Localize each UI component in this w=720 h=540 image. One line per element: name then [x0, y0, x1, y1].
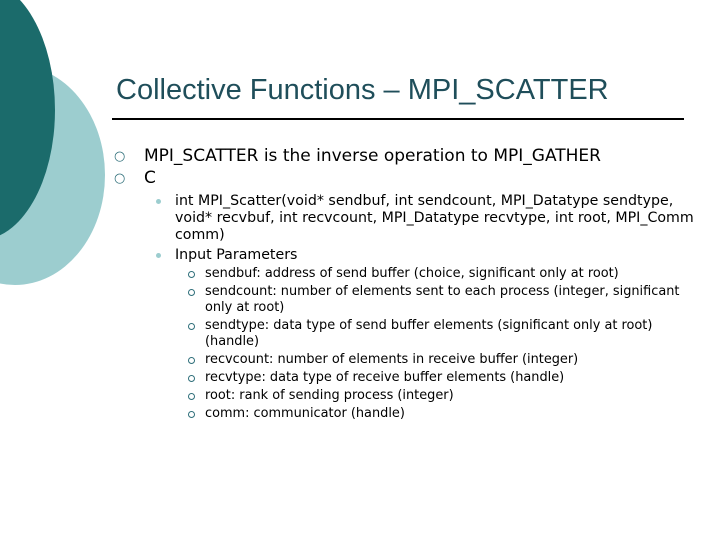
param-text: comm: communicator (handle) — [205, 406, 405, 421]
param-item — [114, 370, 694, 386]
param-text: sendcount: number of elements sent to each process (integer, significant only at root) — [205, 284, 680, 315]
ring-bullet-icon — [188, 271, 195, 278]
dot-bullet-icon — [156, 253, 161, 258]
sub-bullet-item — [114, 193, 694, 244]
sub-bullet-item — [114, 247, 694, 264]
ring-bullet-icon — [188, 357, 195, 364]
ring-bullet-icon — [188, 323, 195, 330]
ring-bullet-icon — [188, 411, 195, 418]
dot-bullet-icon — [156, 199, 161, 204]
circle-bullet-icon: ○ — [114, 149, 126, 164]
bullet-item — [114, 167, 694, 189]
param-item — [114, 318, 694, 350]
ring-bullet-icon — [188, 375, 195, 382]
title-divider — [112, 118, 684, 120]
param-text: sendtype: data type of send buffer elements (significant only at root) (handle) — [205, 318, 653, 349]
param-text: recvcount: number of elements in receive buffer (integer) — [205, 352, 579, 367]
sub-bullet-text: Input Parameters — [175, 247, 298, 263]
slide-title: Collective Functions – MPI_SCATTER — [116, 74, 609, 106]
slide-body — [114, 145, 694, 424]
param-text: root: rank of sending process (integer) — [205, 388, 454, 403]
param-item — [114, 266, 694, 282]
decorative-circles — [0, 0, 120, 300]
bullet-text: MPI_SCATTER is the inverse operation to MPI_GATHER — [144, 146, 601, 166]
circle-bullet-icon: ○ — [114, 171, 126, 186]
param-item — [114, 284, 694, 316]
param-text: sendbuf: address of send buffer (choice, significant only at root) — [205, 266, 619, 281]
param-item — [114, 352, 694, 368]
param-text: recvtype: data type of receive buffer elements (handle) — [205, 370, 565, 385]
ring-bullet-icon — [188, 393, 195, 400]
bullet-text: C — [144, 168, 156, 188]
param-item — [114, 406, 694, 422]
ring-bullet-icon — [188, 289, 195, 296]
bullet-item — [114, 145, 694, 167]
param-item — [114, 388, 694, 404]
sub-bullet-text: int MPI_Scatter(void* sendbuf, int sendcount, MPI_Datatype sendtype, void* recvbuf, int recvcount, MPI_Datatype recvtype, int root, MPI_Comm comm) — [175, 193, 694, 243]
